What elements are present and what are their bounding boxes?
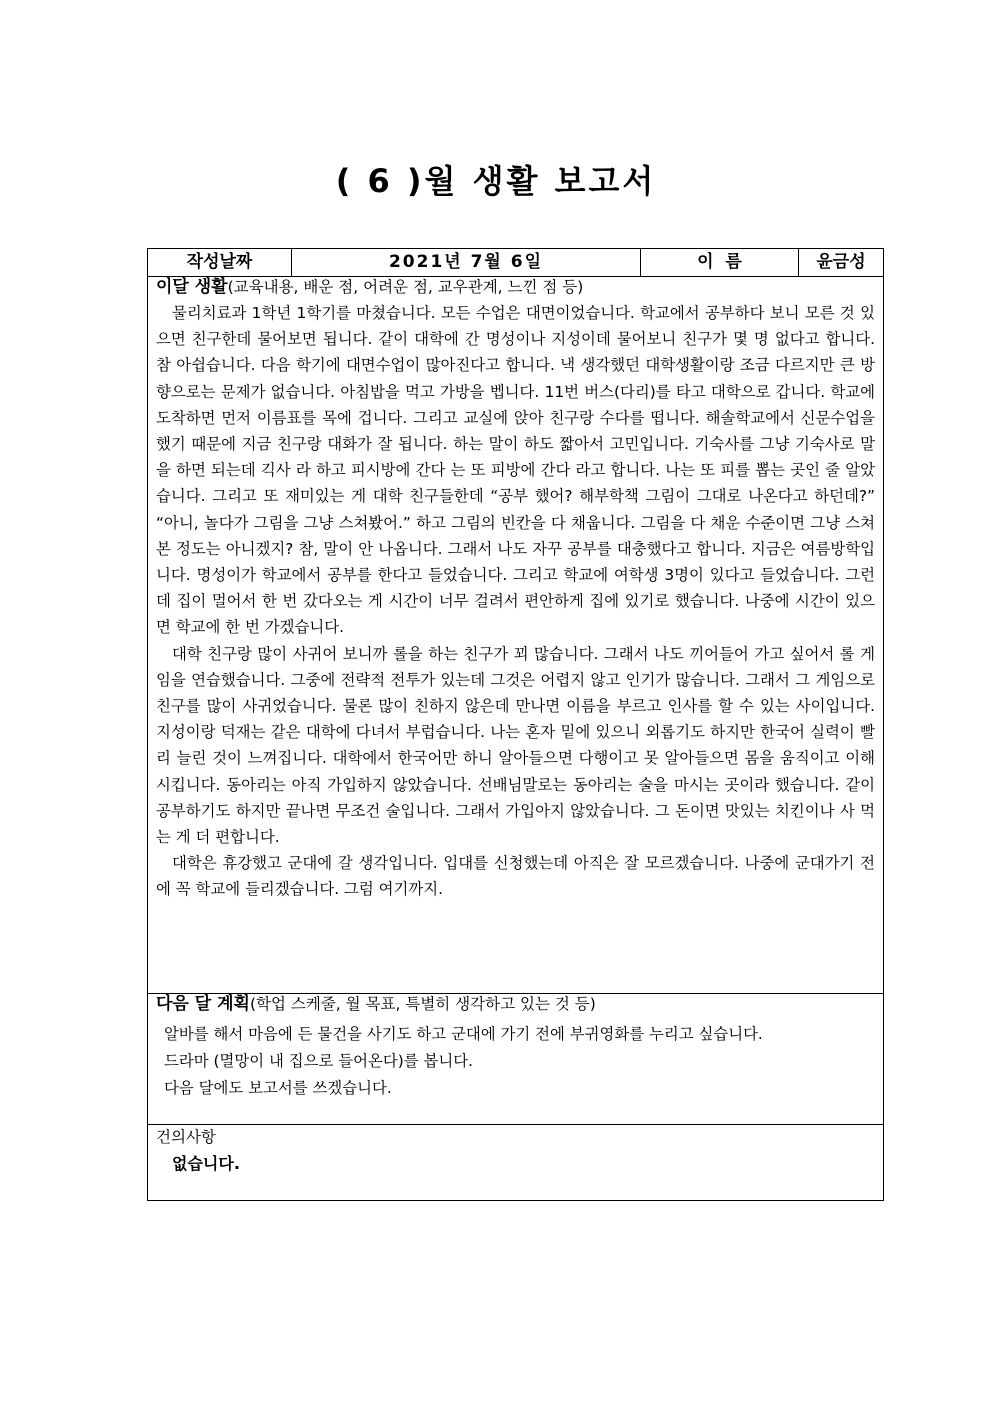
this-month-subtitle: (교육내용, 배운 점, 어려운 점, 교우관계, 느낀 점 등): [227, 278, 584, 296]
name-label: 이 름: [641, 249, 799, 276]
this-month-heading: [156, 277, 583, 297]
next-month-section: [148, 994, 883, 1125]
this-month-title: 이달 생활: [156, 277, 228, 297]
suggestions-body: 없습니다.: [172, 1154, 240, 1173]
name-value: 윤금성: [816, 252, 866, 272]
next-month-heading: [156, 994, 596, 1014]
suggestions-heading: 건의사항: [156, 1128, 216, 1146]
report-form: [147, 248, 884, 1201]
this-month-section: [148, 277, 883, 994]
plan-line: 다음 달에도 보고서를 쓰겠습니다.: [164, 1079, 392, 1097]
this-month-paragraph: 물리치료과 1학년 1학기를 마쳤습니다. 모든 수업은 대면이었습니다. 학교에서 공부하다 보니 모른 것 있으면 친구한데 물어보면 됩니다. 같이 대학에 간 명성이나 지성이데 물어보니 친구가 몇 명 없다고 합니다. 참 아쉽습니다. 다음 학기에 대면수업이 많아진다고 합니다. 낵 생각했던 대학생활이랑 조금 다르지만 큰 방향으로는 문제가 없습니다. 아침밥을 먹고 가방을 벱니다. 11번 버스(다리)를 타고 대학으로 갑니다. 학교에 도착하면 먼저 이름표를 목에 겁니다. 그리고 교실에 앉아 친구랑 수다를 떱니다. 해솔학교에서 신문수업을 했기 때문에 지금 친구랑 대화가 잘 됩니다. 하는 말이 하도 짧아서 고민입니다. 기숙사를 그냥 기숙사로 말을 하면 되는데 긱사 라 하고 피시방에 간다 는 또 피방에 간다 라고 합니다. 나는 또 피를 뽑는 곳인 줄 알았습니다. 그리고 또 재미있는 게 대학 친구들한데 “공부 했어? 해부학책 그림이 그대로 나온다고 하던데?” “아니, 놀다가 그림을 그냥 스쳐봤어.” 하고 그림의 빈칸을 다 채웁니다. 그림을 다 채운 수준이면 그냥 스쳐본 정도는 아니겠지? 참, 말이 안 나옵니다. 그래서 나도 자꾸 공부를 대충했다고 합니다. 지금은 여름방학입니다. 명성이가 학교에서 공부를 한다고 들었습니다. 그리고 학교에 여학생 3명이 있다고 들었습니다. 그런데 집이 멀어서 한 번 갔다오는 게 시간이 너무 걸려서 편안하게 집에 있기로 했습니다. 나중에 시간이 있으면 학교에 한 번 가겠습니다.: [156, 304, 875, 637]
date-label: 작성날짜: [148, 249, 292, 276]
this-month-body: [156, 300, 875, 903]
plan-line: 알바를 해서 마음에 든 물건을 사기도 하고 군대에 가기 전에 부귀영화를 누리고 싶습니다.: [164, 1025, 763, 1043]
this-month-paragraph: 대학 친구랑 많이 사귀어 보니까 롤을 하는 친구가 꾀 많습니다. 그래서 나도 끼어들어 가고 싶어서 롤 게임을 연습했습니다. 그중에 전략적 전투가 있는데 그것은 어렵지 않고 인기가 많습니다. 그래서 그 게임으로 친구를 많이 사귀었습니다. 물론 많이 친하지 않은데 만나면 이름을 부르고 인사를 할 수 있는 사이입니다. 지성이랑 덕재는 같은 대학에 다녀서 부럽습니다. 나는 혼자 밑에 있으니 외롭기도 하지만 한국어 실력이 빨리 늘린 것이 느껴집니다. 대학에서 한국어만 하니 알아들으면 다행이고 못 알아들으면 몸을 움직이고 이해시킵니다. 동아리는 아직 가입하지 않았습니다. 선배님말로는 동아리는 술을 마시는 곳이라 했습니다. 같이 공부하기도 하지만 끝나면 무조건 술입니다. 그래서 가입아지 않았습니다. 그 돈이면 맛있는 치킨이나 사 먹는 게 더 편합니다.: [156, 644, 875, 847]
next-month-title: 다음 달 계획: [156, 994, 250, 1014]
next-month-subtitle: (학업 스케줄, 월 목표, 특별히 생각하고 있는 것 등): [249, 995, 596, 1013]
page-title: ( 6 )월 생활 보고서: [335, 162, 657, 200]
suggestions-section: [148, 1125, 883, 1200]
this-month-paragraph: 대학은 휴강했고 군대에 갈 생각입니다. 입대를 신청했는데 아직은 잘 모르겠습니다. 나중에 군대가기 전에 꼭 학교에 들리겠습니다. 그럼 여기까지.: [156, 854, 875, 899]
header-row: [148, 249, 883, 277]
date-value: 2021년 7월 6일: [292, 249, 641, 276]
next-month-body: [164, 1021, 876, 1102]
plan-line: 드라마 (멸망이 내 집으로 들어온다)를 봅니다.: [164, 1052, 473, 1070]
